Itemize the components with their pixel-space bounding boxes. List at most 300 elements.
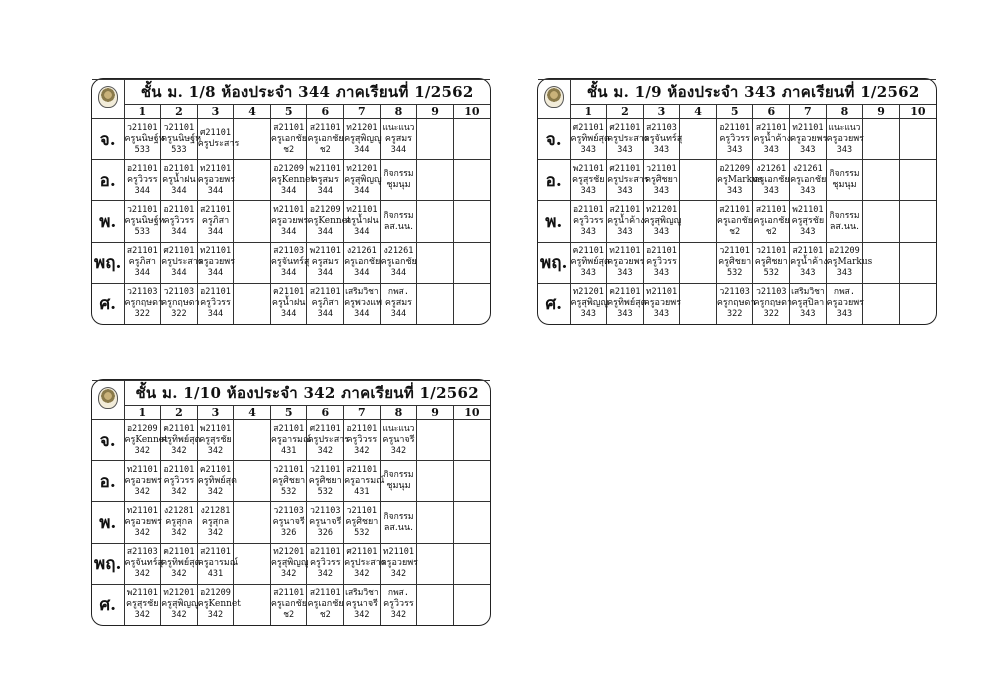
teacher-name: ครูวิวรร [646,257,677,268]
day-label: พฤ. [92,543,124,584]
subject-code: ว21101 [273,464,304,475]
subject-code: พ21101 [126,588,158,599]
timetable-cell [124,461,161,502]
timetable-cell [270,502,307,543]
subject-code: อ21101 [163,464,195,475]
timetable-cell [197,201,234,242]
teacher-name: ครูจันทร์สุ [270,257,310,268]
teacher-name: ครูอวยพร [826,133,865,144]
room-number: 344 [354,185,370,196]
period-number: 2 [161,406,198,420]
period-number: 3 [643,105,680,119]
room-number: 344 [134,268,150,279]
room-number: 344 [207,309,224,320]
subject-code: เสริมวิชา [791,287,825,298]
subject-code: อ21209 [126,423,158,434]
subject-code: ส21103 [273,246,305,257]
subject-code: พ21101 [309,246,341,257]
teacher-name: ครูอวยพร [607,257,645,268]
timetable-cell [607,242,644,283]
teacher-name: ครูนาจรี [382,434,415,445]
teacher-name: ครูน้ำค้าง [607,216,645,227]
schedule-title: ชั้น ม. 1/10 ห้องประจำ 342 ภาคเรียนที่ 1/2562 [124,381,490,406]
period-number: 9 [417,406,454,420]
room-number: 343 [800,144,816,155]
timetable-cell [307,461,344,502]
timetable-cell [570,160,607,201]
room-number: 533 [134,227,150,238]
subject-code: ท21101 [126,506,158,517]
timetable-cell [197,242,234,283]
teacher-name: ครูMarkus [826,257,873,268]
subject-code: เสริมวิชา [345,287,379,298]
timetable-cell [570,201,607,242]
subject-code: ส21103 [126,547,158,558]
teacher-name: ลส.นน. [383,522,413,533]
timetable-cell [234,160,271,201]
room-number: 344 [207,185,224,196]
room-number: 342 [317,569,333,580]
teacher-name: ครูสุกล [165,517,193,528]
timetable-cell [826,160,863,201]
day-label: จ. [538,119,570,160]
period-number: 9 [417,105,454,119]
subject-code: ส21101 [273,588,305,599]
timetable-cell [124,502,161,543]
room-number: 344 [171,185,187,196]
teacher-name: ครูอารมณ์ [197,558,239,569]
subject-code: แนะแนว [382,423,415,434]
room-number: 342 [207,528,224,539]
room-number: 344 [354,144,370,155]
room-number: 342 [171,569,187,580]
teacher-name: ครูวิวรร [572,216,604,227]
timetable-cell [417,283,454,324]
room-number: 431 [354,486,370,497]
room-number: 343 [836,144,853,155]
teacher-name: ครูวิวรร [163,216,195,227]
subject-code: ส21101 [273,423,305,434]
timetable [538,79,936,324]
day-row [92,420,490,461]
room-number: 431 [207,569,224,580]
timetable-cell [380,420,417,461]
teacher-name: ครูประสาร [607,174,649,185]
room-number: 343 [580,309,596,320]
timetable-cell [899,201,936,242]
timetable-cell [753,242,790,283]
subject-code: ส21101 [309,287,341,298]
timetable-cell [826,283,863,324]
timetable-cell [197,543,239,584]
room-number: 343 [653,185,670,196]
subject-code: ว21101 [127,205,158,216]
timetable-cell [680,242,717,283]
room-number: 343 [617,309,633,320]
teacher-name: ครูอวยพร [197,174,236,185]
room-number: 342 [207,445,224,456]
timetable-cell [380,242,417,283]
room-number: 344 [134,185,150,196]
room-number: 343 [617,227,633,238]
day-label: อ. [92,461,124,502]
teacher-name: ครูสุรชัย [126,599,159,610]
day-label: พฤ. [538,242,570,283]
teacher-name: ครูกฤษดา [124,298,164,309]
timetable-cell [234,201,271,242]
room-number: 342 [134,528,150,539]
teacher-name: ครูเอกชัย [380,257,417,268]
period-number: 10 [899,105,936,119]
room-number: 342 [134,445,150,456]
teacher-name: ครูกฤษดา [716,298,756,309]
teacher-name: ครูศิชยา [644,174,678,185]
room-number: 533 [171,144,187,155]
day-label: พ. [538,201,570,242]
subject-code: กิจกรรม [829,169,860,180]
subject-code: ค21101 [572,246,604,257]
room-number: 342 [134,486,150,497]
school-logo-cell [92,381,124,420]
timetable-cell [380,461,417,502]
teacher-name: ครูทิพย์สุด [161,434,201,445]
school-logo-icon [544,86,564,108]
subject-code: ค21101 [273,287,305,298]
timetable-cell [344,420,381,461]
day-row [92,160,490,201]
teacher-name: ครูKennet [197,599,241,610]
timetable-cell [197,502,234,543]
subject-code: ค21101 [609,287,641,298]
room-number: 342 [134,610,150,621]
timetable-cell [790,160,827,201]
timetable-cell [380,160,417,201]
timetable-cell [197,160,234,201]
room-number: 344 [280,185,297,196]
subject-code: ศ21101 [572,122,604,133]
teacher-name: ครูอวยพร [197,257,236,268]
teacher-name: ครูวิวรร [163,475,195,486]
timetable-cell [863,283,900,324]
teacher-name: ครูอวยพร [124,517,162,528]
room-number: 344 [317,185,333,196]
subject-code: กิจกรรม [383,470,414,481]
teacher-name: ครูสุพิญญู [570,298,609,309]
teacher-name: ครูนาจรี [272,517,305,528]
timetable-cell [716,283,756,324]
day-row [92,283,490,324]
period-number: 5 [270,105,307,119]
timetable-cell [453,420,490,461]
room-number: 343 [580,185,596,196]
subject-code: ค21101 [163,423,195,434]
period-number: 10 [453,406,490,420]
room-number: ช2 [319,144,331,155]
school-logo-icon [98,387,118,409]
timetable-cell [417,119,454,160]
room-number: 343 [653,144,670,155]
subject-code: เสริมวิชา [345,588,379,599]
day-row [538,242,936,283]
period-number: 7 [344,105,381,119]
subject-code: ท21101 [126,464,158,475]
teacher-name: ครูสุพิญญู [344,174,382,185]
day-label: ศ. [92,283,124,324]
timetable-cell [197,461,238,502]
timetable-cell [197,420,234,461]
subject-code: ว21101 [346,506,378,517]
timetable-cell [307,283,344,324]
teacher-name: ครูทิพย์สุด [570,133,610,144]
room-number: ช2 [319,610,331,621]
room-number: 344 [280,227,297,238]
room-number: 343 [580,268,596,279]
timetable-cell [270,420,312,461]
timetable-cell [753,119,790,160]
period-number: 4 [680,105,717,119]
teacher-name: ครูเอกชัย [344,257,381,268]
teacher-name: ครูน้ำฝน [345,216,379,227]
schedule-title: ชั้น ม. 1/8 ห้องประจำ 344 ภาคเรียนที่ 1/2562 [124,80,490,105]
subject-code: ว21103 [273,506,304,517]
timetable-cell [270,119,307,160]
room-number: 322 [134,309,150,320]
subject-code: ว21101 [646,163,677,174]
room-number: 343 [726,185,743,196]
teacher-name: ครูเอกชัย [753,174,790,185]
subject-code: อ21209 [200,588,231,599]
teacher-name: ครูนนิษฐ์ห [161,133,202,144]
room-number: ช2 [283,144,295,155]
timetable-cell [380,584,417,625]
timetable-cell [270,543,307,584]
timetable-cell [453,283,490,324]
timetable-cell [124,420,168,461]
title-row [92,381,490,406]
subject-code: ศ21101 [199,128,231,139]
room-number: 322 [726,309,743,320]
subject-code: ว21101 [310,464,341,475]
timetable-cell [124,543,164,584]
timetable-cell [380,543,417,584]
room-number: 532 [726,268,743,279]
timetable-cell [124,584,161,625]
day-label: จ. [92,420,124,461]
teacher-name: ครูกฤษดา [753,298,793,309]
room-number: ช2 [765,227,777,238]
timetable-cell [899,242,936,283]
room-number: 344 [280,309,297,320]
teacher-name: ครูสุรชัย [572,174,605,185]
subject-code: ง21261 [346,246,377,257]
room-number: 342 [207,610,224,621]
teacher-name: ครูทิพย์สุด [161,558,201,569]
room-number: 532 [280,486,297,497]
timetable-cell [161,420,201,461]
subject-code: ส21101 [309,122,341,133]
subject-code: ส21101 [755,205,787,216]
subject-code: อ21101 [309,547,341,558]
room-number: 343 [580,227,596,238]
teacher-name: ครูประสาร [607,133,649,144]
timetable-cell [124,283,164,324]
timetable-cell [124,119,165,160]
period-number: 1 [124,406,161,420]
timetable-cell [197,584,241,625]
room-number: 343 [800,185,816,196]
timetable-cell [270,461,307,502]
subject-code: ท21101 [609,246,641,257]
room-number: 343 [800,227,816,238]
timetable-cell [570,283,607,324]
room-number: 344 [354,268,370,279]
timetable-cell [270,201,307,242]
room-number: 342 [134,569,150,580]
timetable-cell [380,201,417,242]
room-number: 343 [726,144,743,155]
timetable-cell [453,201,490,242]
subject-code: ว21101 [163,122,195,133]
teacher-name: ครูน้ำฝน [162,174,196,185]
teacher-name: ครูจันทร์สุ [643,133,683,144]
subject-code: ท21201 [273,547,305,558]
room-number: 343 [763,185,779,196]
room-number: 342 [354,569,370,580]
subject-code: อ21101 [163,205,195,216]
timetable-cell [270,584,307,625]
period-number: 1 [124,105,161,119]
subject-code: ศ21101 [609,122,641,133]
teacher-name: ครูสมร [384,298,413,309]
room-number: 343 [653,309,670,320]
room-number: 344 [354,227,370,238]
day-row [92,543,490,584]
timetable-cell [380,502,417,543]
timetable-cell [453,461,490,502]
day-label: จ. [92,119,124,160]
timetable-cell [643,283,680,324]
period-number: 4 [234,406,271,420]
teacher-name: ครูประสาร [161,257,203,268]
timetable-cell [453,119,490,160]
day-row [92,461,490,502]
timetable-cell [234,461,271,502]
timetable-cell [270,283,307,324]
day-label: ศ. [538,283,570,324]
subject-code: พ21101 [572,163,604,174]
timetable-cell [344,543,386,584]
day-label: ศ. [92,584,124,625]
schedule-m1-8 [91,78,491,325]
teacher-name: ครูน้ำค้าง [790,257,828,268]
teacher-name: ครูศิชยา [345,517,379,528]
room-number: 342 [390,445,407,456]
timetable-cell [680,283,717,324]
timetable-cell [863,160,900,201]
teacher-name: ครูอวยพร [790,133,828,144]
subject-code: ท21101 [382,547,415,558]
subject-code: ง21281 [164,506,194,517]
room-number: 343 [763,144,779,155]
timetable-cell [344,584,381,625]
subject-code: ส21101 [309,588,341,599]
timetable-cell [161,502,198,543]
teacher-name: ครูกฤษดา [161,298,200,309]
period-number: 5 [716,105,753,119]
room-number: 533 [134,144,150,155]
timetable-cell [607,160,649,201]
school-logo-cell [92,80,124,119]
period-number: 7 [344,406,381,420]
timetable-cell [124,160,161,201]
timetable-cell [680,201,717,242]
teacher-name: ครูอารมณ์ [270,434,312,445]
teacher-name: ครูทิพย์สุด [570,257,610,268]
room-number: 344 [207,268,224,279]
teacher-name: ครูวิวรร [719,133,750,144]
subject-code: ศ21101 [309,423,341,434]
timetable-cell [826,119,863,160]
room-number: 343 [617,185,633,196]
teacher-name: ครูสุพิญญู [344,133,382,144]
room-number: 343 [580,144,596,155]
timetable-cell [234,420,271,461]
timetable [92,79,490,324]
schedule-m1-10 [91,379,491,626]
timetable-cell [344,502,381,543]
teacher-name: ครูKennet [270,174,315,185]
timetable-cell [417,502,454,543]
timetable-cell [643,119,683,160]
period-header-row [92,406,490,420]
subject-code: ว21103 [310,506,341,517]
teacher-name: ครูอวยพร [124,475,162,486]
timetable-cell [607,119,649,160]
room-number: 344 [317,268,333,279]
subject-code: ว21103 [719,287,750,298]
timetable-cell [680,119,717,160]
room-number: 344 [171,227,187,238]
timetable-cell [234,119,271,160]
timetable-cell [863,201,900,242]
teacher-name: ครูสุรชัย [791,216,825,227]
room-number: 343 [800,268,816,279]
subject-code: แนะแนว [382,122,415,133]
subject-code: ว21101 [127,122,158,133]
teacher-name: ครูวิวรร [383,599,414,610]
subject-code: ส21101 [346,464,378,475]
timetable-cell [234,543,271,584]
timetable-cell [344,160,381,201]
timetable-cell [270,242,310,283]
room-number: 343 [617,144,633,155]
timetable-cell [380,119,417,160]
subject-code: พ21101 [199,423,232,434]
teacher-name: ครูอวยพร [270,216,309,227]
room-number: 344 [280,268,297,279]
school-logo-cell [538,80,570,119]
timetable-cell [234,242,271,283]
timetable-cell [716,242,753,283]
room-number: 342 [171,528,187,539]
timetable-cell [307,543,344,584]
room-number: 343 [653,268,670,279]
period-number: 9 [863,105,900,119]
room-number: 322 [763,309,779,320]
teacher-name: ครูภิสา [201,216,230,227]
teacher-name: ครูศิชยา [308,475,342,486]
subject-code: ส21101 [755,122,787,133]
